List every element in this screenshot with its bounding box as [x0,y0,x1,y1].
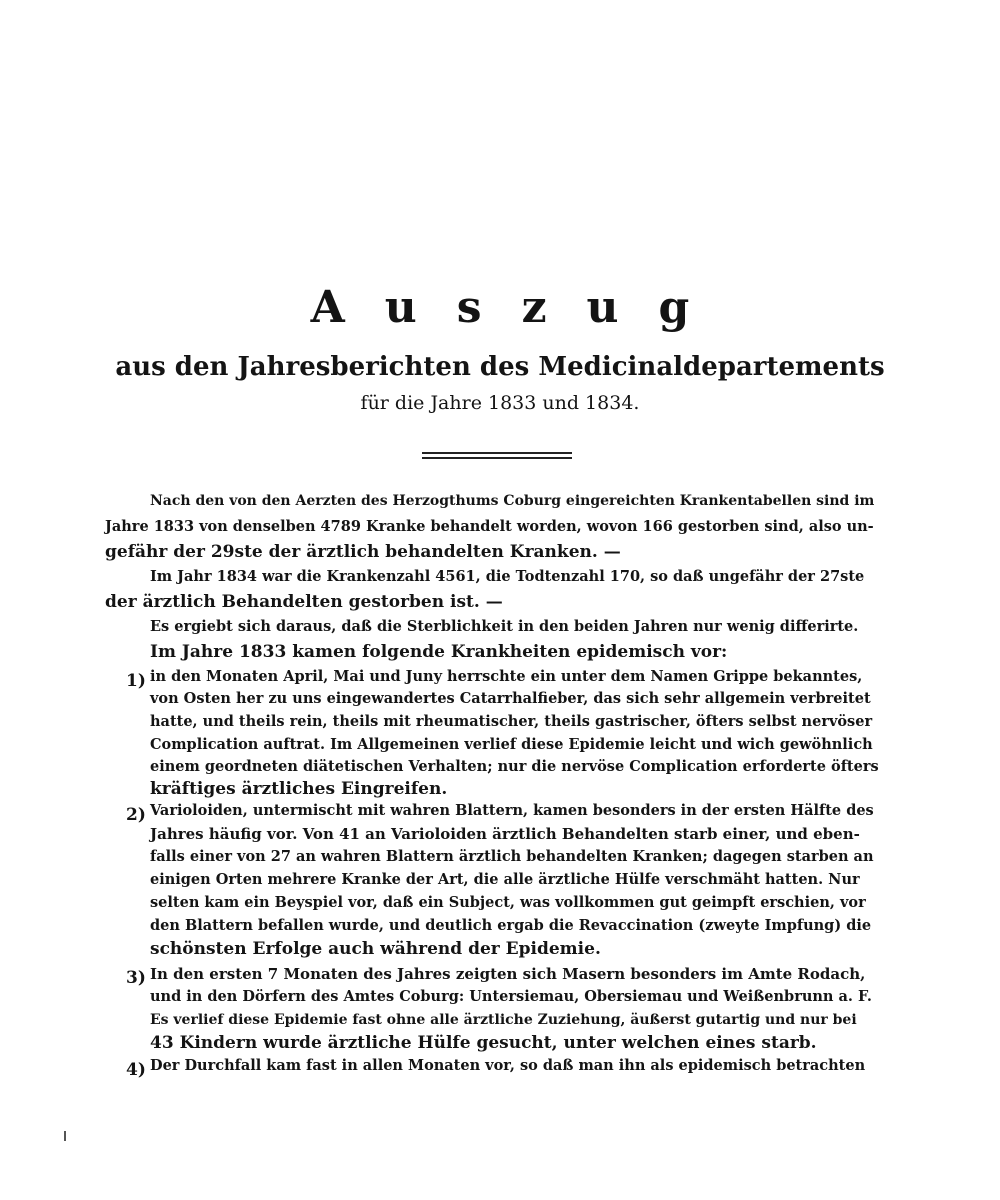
item-1-line: hatte, und theils rein, theils mit rheumatischer, theils gastrischer, öfters selbst nervöser [150,713,873,730]
item-3-line: 43 Kindern wurde ärztliche Hülfe gesucht, unter welchen eines starb. [150,1033,817,1053]
paragraph-2-line-2: der ärztlich Behandelten gestorben ist. — [105,592,503,612]
item-2-number: 2) [126,805,146,825]
item-1-line: einem geordneten diätetischen Verhalten; nur die nervöse Complication erforderte öfters [150,758,879,775]
item-2-line: selten kam ein Beyspiel vor, daß ein Subject, was vollkommen gut geimpft erschien, vor [150,894,866,911]
document-title: Auszug [310,282,730,333]
item-3-number: 3) [126,968,146,988]
double-rule-bottom [422,457,572,459]
paragraph-1-line-1: Nach den von den Aerzten des Herzogthums Coburg eingereichten Krankentabellen sind im [150,493,875,509]
item-2-line: den Blattern befallen wurde, und deutlich ergab die Revaccination (zweyte Impfung) die [150,917,872,934]
paragraph-1-line-2: Jahre 1833 von denselben 4789 Kranke behandelt worden, wovon 166 gestorben sind, also un- [105,518,874,535]
item-2-line: Jahres häufig vor. Von 41 an Varioloiden ärztlich Behandelten starb einer, und eben- [150,825,860,843]
item-3-line: und in den Dörfern des Amtes Coburg: Untersiemau, Obersiemau und Weißenbrunn a. F. [150,988,872,1005]
item-2-line: schönsten Erfolge auch während der Epidemie. [150,939,601,959]
item-1-number: 1) [126,671,146,691]
item-1-line: in den Monaten April, Mai und Juny herrschte ein unter dem Namen Grippe bekanntes, [150,668,863,685]
item-4-line: Der Durchfall kam fast in allen Monaten vor, so daß man ihn als epidemisch betrachten [150,1057,866,1074]
paragraph-3-line-1: Es ergiebt sich daraus, daß die Sterblichkeit in den beiden Jahren nur wenig differirte. [150,618,859,635]
item-1-line: kräftiges ärztliches Eingreifen. [150,779,448,799]
item-2-line: einigen Orten mehrere Kranke der Art, die alle ärztliche Hülfe verschmäht hatten. Nur [150,871,860,888]
paragraph-4-line-1: Im Jahre 1833 kamen folgende Krankheiten epidemisch vor: [150,642,728,662]
item-2-line: Varioloiden, untermischt mit wahren Blattern, kamen besonders in der ersten Hälfte des [150,802,874,819]
item-4-number: 4) [126,1060,146,1080]
item-2-line: falls einer von 27 an wahren Blattern ärztlich behandelten Kranken; dagegen starben an [150,848,874,865]
double-rule-top [422,452,572,454]
paragraph-2-line-1: Im Jahr 1834 war die Krankenzahl 4561, die Todtenzahl 170, so daß ungefähr der 27ste [150,568,865,585]
item-3-line: In den ersten 7 Monaten des Jahres zeigten sich Masern besonders im Amte Rodach, [150,965,866,983]
item-1-line: Complication auftrat. Im Allgemeinen verlief diese Epidemie leicht und wich gewöhnlich [150,736,873,753]
item-1-line: von Osten her zu uns eingewandertes Catarrhalfieber, das sich sehr allgemein verbreitet [150,690,871,707]
document-subtitle: aus den Jahresberichten des Medicinaldepartements [115,352,885,382]
paragraph-1-line-3: gefähr der 29ste der ärztlich behandelten Kranken. — [105,542,621,562]
item-3-line: Es verlief diese Epidemie fast ohne alle ärztliche Zuziehung, äußerst gutartig und nur bei [150,1012,857,1028]
document-years: für die Jahre 1833 und 1834. [360,392,640,414]
margin-speck [64,1131,66,1141]
